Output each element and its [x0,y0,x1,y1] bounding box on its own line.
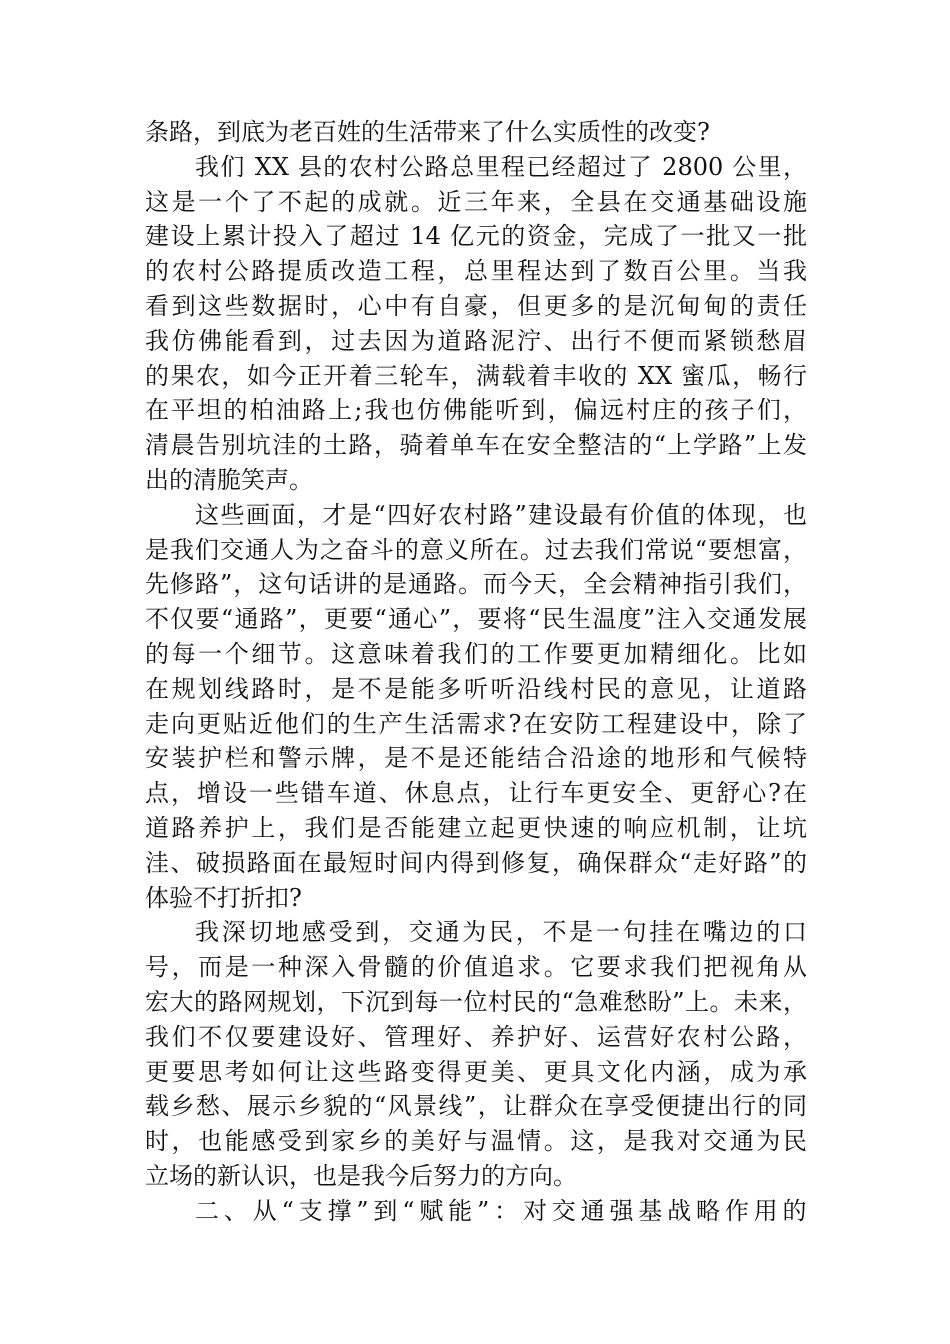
paragraph-line: 宏大的路网规划，下沉到每一位村民的“急难愁盼”上。未来， [145,987,807,1016]
paragraph-line: 先修路”，这句话讲的是通路。而今天，全会精神指引我们， [145,570,807,599]
paragraph-line: 看到这些数据时，心中有自豪，但更多的是沉甸甸的责任 [145,291,807,320]
paragraph-line: 不仅要“通路”，更要“通心”，要将“民生温度”注入交通发展 [145,605,807,634]
section-heading-line: 二、从“支撑”到“赋能”：对交通强基战略作用的 [195,1196,807,1225]
paragraph-line: 这是一个了不起的成就。近三年来，全县在交通基础设施 [145,187,807,216]
paragraph-line: 这些画面，才是“四好农村路”建设最有价值的体现，也 [195,500,807,529]
paragraph-line: 清晨告别坑洼的土路，骑着单车在安全整洁的“上学路”上发 [145,431,807,460]
paragraph-line: 是我们交通人为之奋斗的意义所在。过去我们常说“要想富， [145,535,807,564]
paragraph-line: 道路养护上，我们是否能建立起更快速的响应机制，让坑 [145,813,807,842]
paragraph-line: 的每一个细节。这意味着我们的工作要更加精细化。比如 [145,639,807,668]
paragraph-line: 我们不仅要建设好、管理好、养护好、运营好农村公路， [145,1022,807,1051]
paragraph-line: 更要思考如何让这些路变得更美、更具文化内涵，成为承 [145,1057,807,1086]
paragraph-line: 我仿佛能看到，过去因为道路泥泞、出行不便而紧锁愁眉 [145,326,807,355]
paragraph-line: 洼、破损路面在最短时间内得到修复，确保群众“走好路”的 [145,848,807,877]
paragraph-line: 在规划线路时，是不是能多听听沿线村民的意见，让道路 [145,674,807,703]
paragraph-line: 的农村公路提质改造工程，总里程达到了数百公里。当我 [145,257,807,286]
paragraph-line: 条路，到底为老百姓的生活带来了什么实质性的改变? [145,118,710,146]
paragraph-line: 在平坦的柏油路上;我也仿佛能听到，偏远村庄的孩子们， [145,396,807,425]
paragraph-line: 我们 XX 县的农村公路总里程已经超过了 2800 公里， [195,152,807,181]
paragraph-line: 点，增设一些错车道、休息点，让行车更安全、更舒心?在 [145,779,807,808]
paragraph-line: 建设上累计投入了超过 14 亿元的资金，完成了一批又一批 [145,222,807,251]
paragraph-line: 立场的新认识，也是我今后努力的方向。 [145,1161,577,1190]
paragraph-line: 安装护栏和警示牌，是不是还能结合沿途的地形和气候特 [145,744,807,773]
document-page [145,115,807,1229]
paragraph-line: 我深切地感受到，交通为民，不是一句挂在嘴边的口 [195,918,807,947]
paragraph-line: 时，也能感受到家乡的美好与温情。这，是我对交通为民 [145,1127,807,1156]
paragraph-line: 号，而是一种深入骨髓的价值追求。它要求我们把视角从 [145,953,807,982]
paragraph-line: 的果农，如今正开着三轮车，满载着丰收的 XX 蜜瓜，畅行 [145,361,807,390]
paragraph-line: 出的清脆笑声。 [145,465,313,494]
paragraph-line: 体验不打折扣? [145,883,302,912]
paragraph-line: 走向更贴近他们的生产生活需求?在安防工程建设中，除了 [145,709,807,738]
paragraph-line: 载乡愁、展示乡貌的“风景线”，让群众在享受便捷出行的同 [145,1092,807,1121]
